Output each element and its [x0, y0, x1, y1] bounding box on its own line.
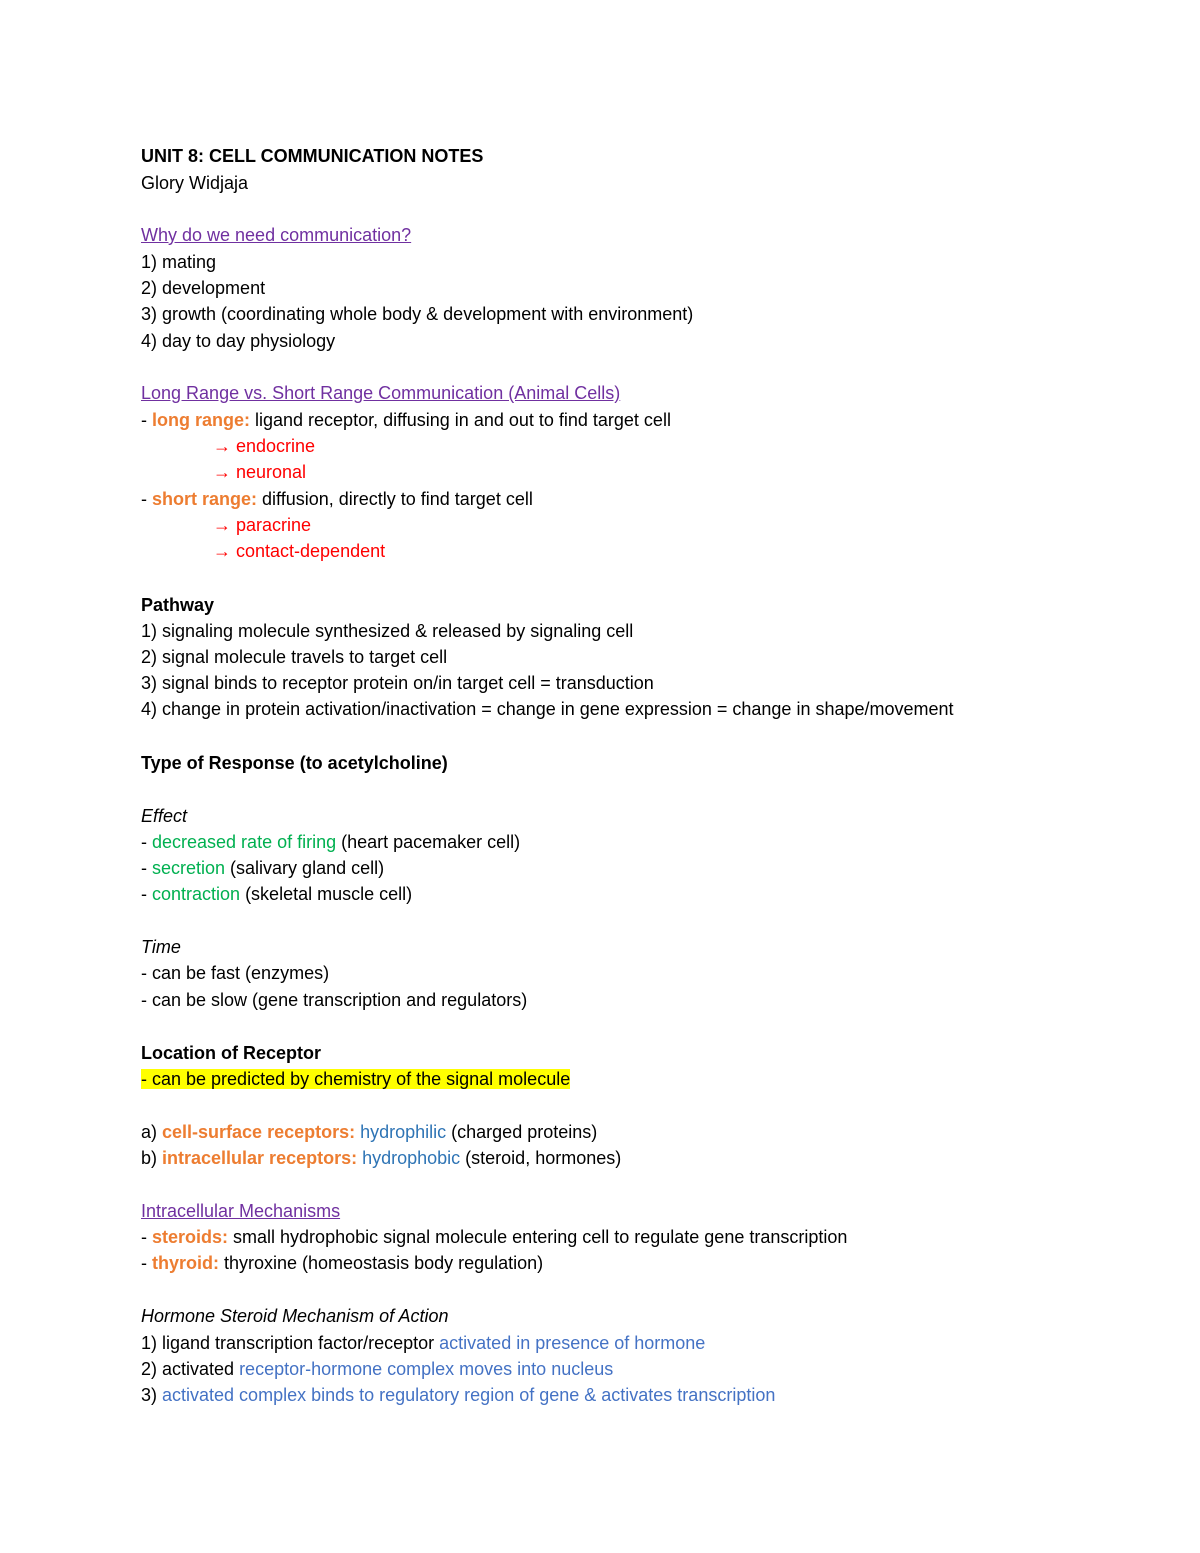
list-item: 3) growth (coordinating whole body & development with environment)	[141, 304, 694, 324]
dash: -	[141, 858, 152, 878]
long-range-line	[141, 408, 671, 432]
time-item: - can be fast (enzymes)	[141, 963, 330, 983]
time-item: - can be slow (gene transcription and regulators)	[141, 990, 528, 1010]
heading-hormone-steroid-mechanism: Hormone Steroid Mechanism of Action	[141, 1306, 449, 1326]
sub-item-neuronal: → neuronal	[213, 462, 307, 482]
dash: -	[141, 832, 152, 852]
thyroid-text: thyroxine (homeostasis body regulation)	[219, 1253, 544, 1273]
effect-term: secretion	[152, 858, 226, 878]
mechanism-step	[141, 1331, 705, 1355]
dash: -	[141, 1227, 152, 1247]
steroids-label: steroids:	[152, 1227, 229, 1247]
list-item: 4) change in protein activation/inactivation = change in gene expression = change in shape/movement	[141, 699, 954, 719]
receptor-label: cell-surface receptors:	[162, 1122, 356, 1142]
heading-location-of-receptor: Location of Receptor	[141, 1043, 322, 1063]
sub-item-contact-dependent: → contact-dependent	[213, 541, 386, 561]
dash: -	[141, 410, 152, 430]
heading-range-communication: Long Range vs. Short Range Communication (Animal Cells)	[141, 383, 621, 403]
effect-item	[141, 882, 412, 906]
list-item: 4) day to day physiology	[141, 331, 336, 351]
author-name: Glory Widjaja	[141, 173, 249, 193]
item-prefix: b)	[141, 1148, 163, 1168]
heading-pathway: Pathway	[141, 595, 215, 615]
document-title: UNIT 8: CELL COMMUNICATION NOTES	[141, 146, 484, 166]
effect-detail: (heart pacemaker cell)	[336, 832, 521, 852]
step-highlight: activated in presence of hormone	[439, 1333, 706, 1353]
mechanism-step	[141, 1383, 775, 1407]
effect-item	[141, 856, 384, 880]
thyroid-line	[141, 1251, 543, 1275]
list-item: 3) signal binds to receptor protein on/in target cell = transduction	[141, 673, 654, 693]
short-range-line	[141, 487, 533, 511]
step-text: 3)	[141, 1385, 163, 1405]
step-text: 2) activated	[141, 1359, 240, 1379]
effect-item	[141, 830, 520, 854]
heading-type-of-response: Type of Response (to acetylcholine)	[141, 753, 448, 773]
receptor-label: intracellular receptors:	[162, 1148, 358, 1168]
highlighted-line	[141, 1067, 570, 1091]
receptor-item-b	[141, 1146, 621, 1170]
mechanism-step	[141, 1357, 613, 1381]
long-range-label: long range:	[152, 410, 250, 430]
heading-intracellular-mechanisms: Intracellular Mechanisms	[141, 1201, 341, 1221]
item-prefix: a)	[141, 1122, 163, 1142]
step-text: 1) ligand transcription factor/receptor	[141, 1333, 440, 1353]
step-highlight: receptor-hormone complex moves into nucleus	[239, 1359, 614, 1379]
subheading-effect: Effect	[141, 806, 188, 826]
dash: -	[141, 1253, 152, 1273]
receptor-property: hydrophilic	[355, 1122, 447, 1142]
receptor-item-a	[141, 1120, 597, 1144]
subheading-time: Time	[141, 937, 181, 957]
short-range-label: short range:	[152, 489, 258, 509]
receptor-detail: (steroid, hormones)	[460, 1148, 622, 1168]
sub-item-paracrine: → paracrine	[213, 515, 312, 535]
highlighted-text: - can be predicted by chemistry of the signal molecule	[141, 1069, 571, 1089]
dash: -	[141, 884, 152, 904]
list-item: 2) signal molecule travels to target cell	[141, 647, 448, 667]
effect-detail: (skeletal muscle cell)	[240, 884, 413, 904]
receptor-property: hydrophobic	[357, 1148, 461, 1168]
list-item: 2) development	[141, 278, 266, 298]
heading-why-communication: Why do we need communication?	[141, 225, 412, 245]
steroids-line	[141, 1225, 847, 1249]
effect-detail: (salivary gland cell)	[225, 858, 385, 878]
list-item: 1) signaling molecule synthesized & released by signaling cell	[141, 621, 634, 641]
dash: -	[141, 489, 152, 509]
steroids-text: small hydrophobic signal molecule entering cell to regulate gene transcription	[228, 1227, 848, 1247]
effect-term: decreased rate of firing	[152, 832, 337, 852]
receptor-detail: (charged proteins)	[446, 1122, 598, 1142]
sub-item-endocrine: → endocrine	[213, 436, 316, 456]
effect-term: contraction	[152, 884, 241, 904]
thyroid-label: thyroid:	[152, 1253, 219, 1273]
step-highlight: activated complex binds to regulatory region of gene & activates transcription	[162, 1385, 776, 1405]
list-item: 1) mating	[141, 252, 217, 272]
long-range-text: ligand receptor, diffusing in and out to find target cell	[250, 410, 671, 430]
short-range-text: diffusion, directly to find target cell	[257, 489, 533, 509]
